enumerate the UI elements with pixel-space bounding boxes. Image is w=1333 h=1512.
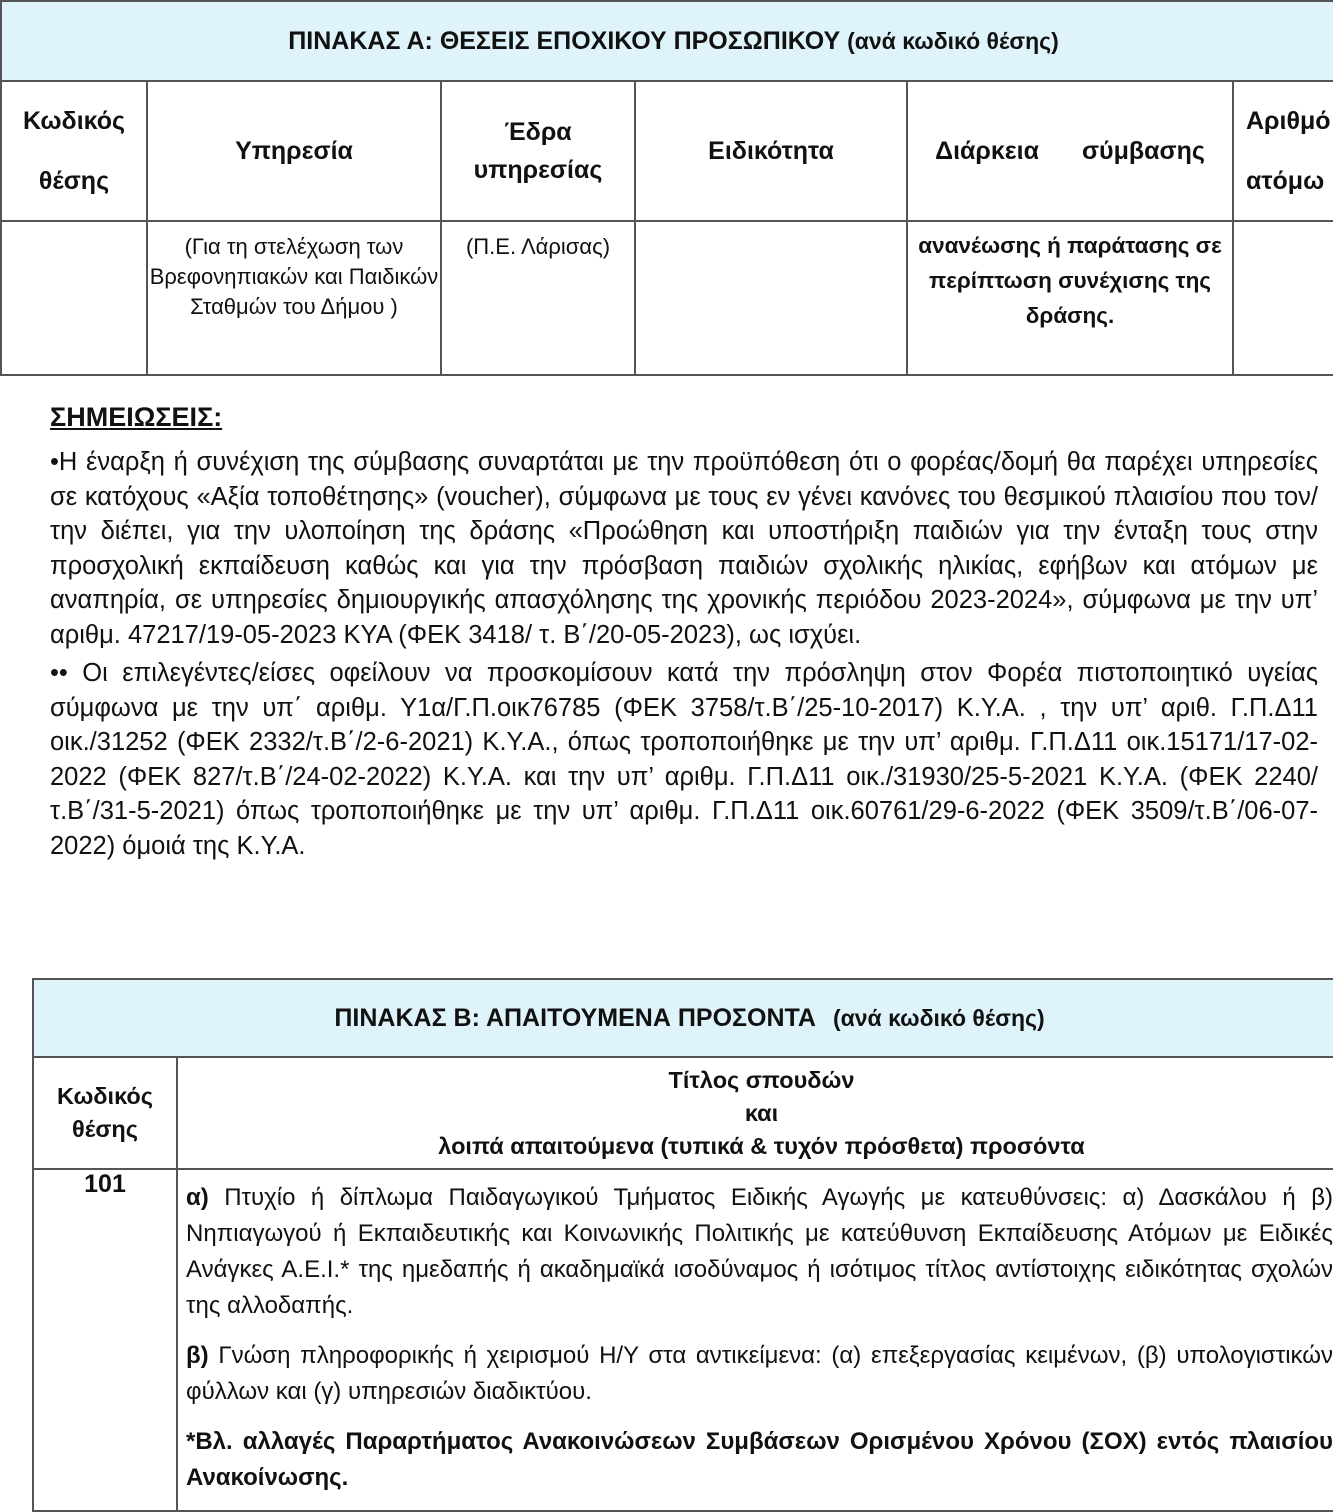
cell-service: (Για τη στελέχωση των Βρεφονηπιακών και Παιδικών Σταθμών του Δήμου ) [147, 221, 441, 375]
header-b-code [33, 1057, 177, 1169]
header-b-qual-line1: Τίτλος σπουδών [668, 1066, 855, 1093]
table-b-qualifications [32, 978, 1333, 1512]
header-b-code-line1: Κωδικός [57, 1083, 153, 1109]
header-count-line2: ατόμω [1246, 167, 1325, 195]
header-duration [907, 81, 1233, 221]
requirement-a [186, 1180, 1333, 1324]
cell-b-requirements [177, 1169, 1333, 1511]
header-service: Υπηρεσία [147, 81, 441, 221]
notes-section [50, 402, 1318, 863]
header-count-line1: Αριθμό [1246, 107, 1331, 135]
note-item-1: •Η έναρξη ή συνέχιση της σύμβασης συναρτάται με την προϋπόθεση ότι ο φορέας/δομή θα παρέχει υπηρεσίες σε κατόχους «Αξία τοποθέτησης» (voucher), σύμφωνα με τους εν γένει κανόνες του θεσμικού πλαισίου που τον/την διέπει, για την υλοποίηση της δράσης «Προώθηση και υποστήριξη παιδιών για την ένταξη τους στην προσχολική εκπαίδευση καθώς και για την πρόσβαση παιδιών σχολικής ηλικίας, εφήβων και ατόμων με αναπηρία, σε υπηρεσίες δημιουργικής απασχόλησης της χρονικής περιόδου 2023-2024», σύμφωνα με την υπ’ αριθμ. 47217/19-05-2023 ΚΥΑ (ΦΕΚ 3418/ τ. Β΄/20-05-2023), ως ισχύει. [50, 448, 1318, 649]
header-seat-line1: Έδρα [504, 118, 572, 146]
header-b-qualifications [177, 1057, 1333, 1169]
cell-b-code: 101 [33, 1169, 177, 1511]
requirement-a-text: Πτυχίο ή δίπλωμα Παιδαγωγικού Τμήματος Ειδικής Αγωγής με κατευθύνσεις: α) Δασκάλου ή β) Νηπιαγωγού ή Εκπαιδευτικής και Κοινωνικής Πολιτικής με κατεύθυνση Εκπαίδευσης Ατόμων με Ειδικές Ανάγκες Α.Ε.Ι.* της ημεδαπής ή ακαδημαϊκά ισοδύναμος ή ισότιμος τίτλος αντίστοιχης ειδικότητας σχολών της αλλοδαπής. [186, 1184, 1333, 1319]
header-duration-word2: σύμβασης [1081, 137, 1205, 165]
header-seat-line2: υπηρεσίας [473, 156, 603, 184]
notes-heading: ΣΗΜΕΙΩΣΕΙΣ: [50, 402, 223, 432]
table-a-title [1, 1, 1333, 81]
cell-duration: ανανέωσης ή παράτασης σε περίπτωση συνέχισης της δράσης. [907, 221, 1233, 375]
table-a-title-main: ΠΙΝΑΚΑΣ Α: ΘΕΣΕΙΣ ΕΠΟΧΙΚΟΥ ΠΡΟΣΩΠΙΚΟΥ [288, 26, 841, 55]
table-a-title-sub: (ανά κωδικό θέσης) [847, 27, 1059, 54]
header-code [1, 81, 147, 221]
table-b-title [33, 979, 1333, 1057]
table-b-title-main: ΠΙΝΑΚΑΣ Β: ΑΠΑΙΤΟΥΜΕΝΑ ΠΡΟΣΟΝΤΑ [334, 1003, 816, 1032]
cell-seat: (Π.Ε. Λάρισας) [441, 221, 635, 375]
requirement-a-label: α) [186, 1184, 209, 1211]
table-a-positions [0, 0, 1333, 376]
header-code-line2: θέσης [38, 167, 110, 195]
header-specialty: Ειδικότητα [635, 81, 907, 221]
header-duration-word1: Διάρκεια [935, 137, 1039, 165]
requirement-b-label: β) [186, 1342, 209, 1369]
requirement-note: *Βλ. αλλαγές Παραρτήματος Ανακοινώσεων Συμβάσεων Ορισμένου Χρόνου (ΣΟΧ) εντός πλαισίου Ανακοίνωσης. [186, 1428, 1333, 1491]
cell-specialty [635, 221, 907, 375]
note-item-2: •• Οι επιλεγέντες/είσες οφείλουν να προσκομίσουν κατά την πρόσληψη στον Φορέα πιστοποιητικό υγείας σύμφωνα με την υπ΄ αριθμ. Υ1α/Γ.Π.οικ76785 (ΦΕΚ 3758/τ.Β΄/25-10-2017) Κ.Υ.Α. , την υπ’ αριθ. Γ.Π.Δ11 οικ./31252 (ΦΕΚ 2332/τ.Β΄/2-6-2021) Κ.Υ.Α., όπως τροποποιήθηκε με την υπ’ αριθμ. Γ.Π.Δ11 οικ.15171/17-02-2022 (ΦΕΚ 827/τ.Β΄/24-02-2022) Κ.Υ.Α. και την υπ’ αριθμ. Γ.Π.Δ11 οικ./31930/25-5-2021 Κ.Υ.Α. (ΦΕΚ 2240/τ.Β΄/31-5-2021) όπως τροποποιήθηκε με την υπ’ αριθμ. Γ.Π.Δ11 οικ.60761/29-6-2022 (ΦΕΚ 3509/τ.Β΄/06-07-2022) όμοιά της Κ.Υ.Α. [50, 659, 1318, 860]
header-seat [441, 81, 635, 221]
cell-code [1, 221, 147, 375]
header-code-line1: Κωδικός [22, 107, 126, 135]
header-b-qual-line2: και [744, 1099, 779, 1126]
table-b-title-sub: (ανά κωδικό θέσης) [832, 1004, 1045, 1031]
requirement-b-text: Γνώση πληροφορικής ή χειρισμού Η/Υ στα αντικείμενα: (α) επεξεργασίας κειμένων, (β) υπολογιστικών φύλλων και (γ) υπηρεσιών διαδικτύου. [186, 1342, 1333, 1405]
header-b-code-line2: θέσης [72, 1116, 138, 1142]
header-count [1233, 81, 1333, 221]
header-b-qual-line3: λοιπά απαιτούμενα (τυπικά & τυχόν πρόσθετα) προσόντα [438, 1132, 1085, 1159]
cell-count [1233, 221, 1333, 375]
requirement-b [186, 1338, 1333, 1410]
